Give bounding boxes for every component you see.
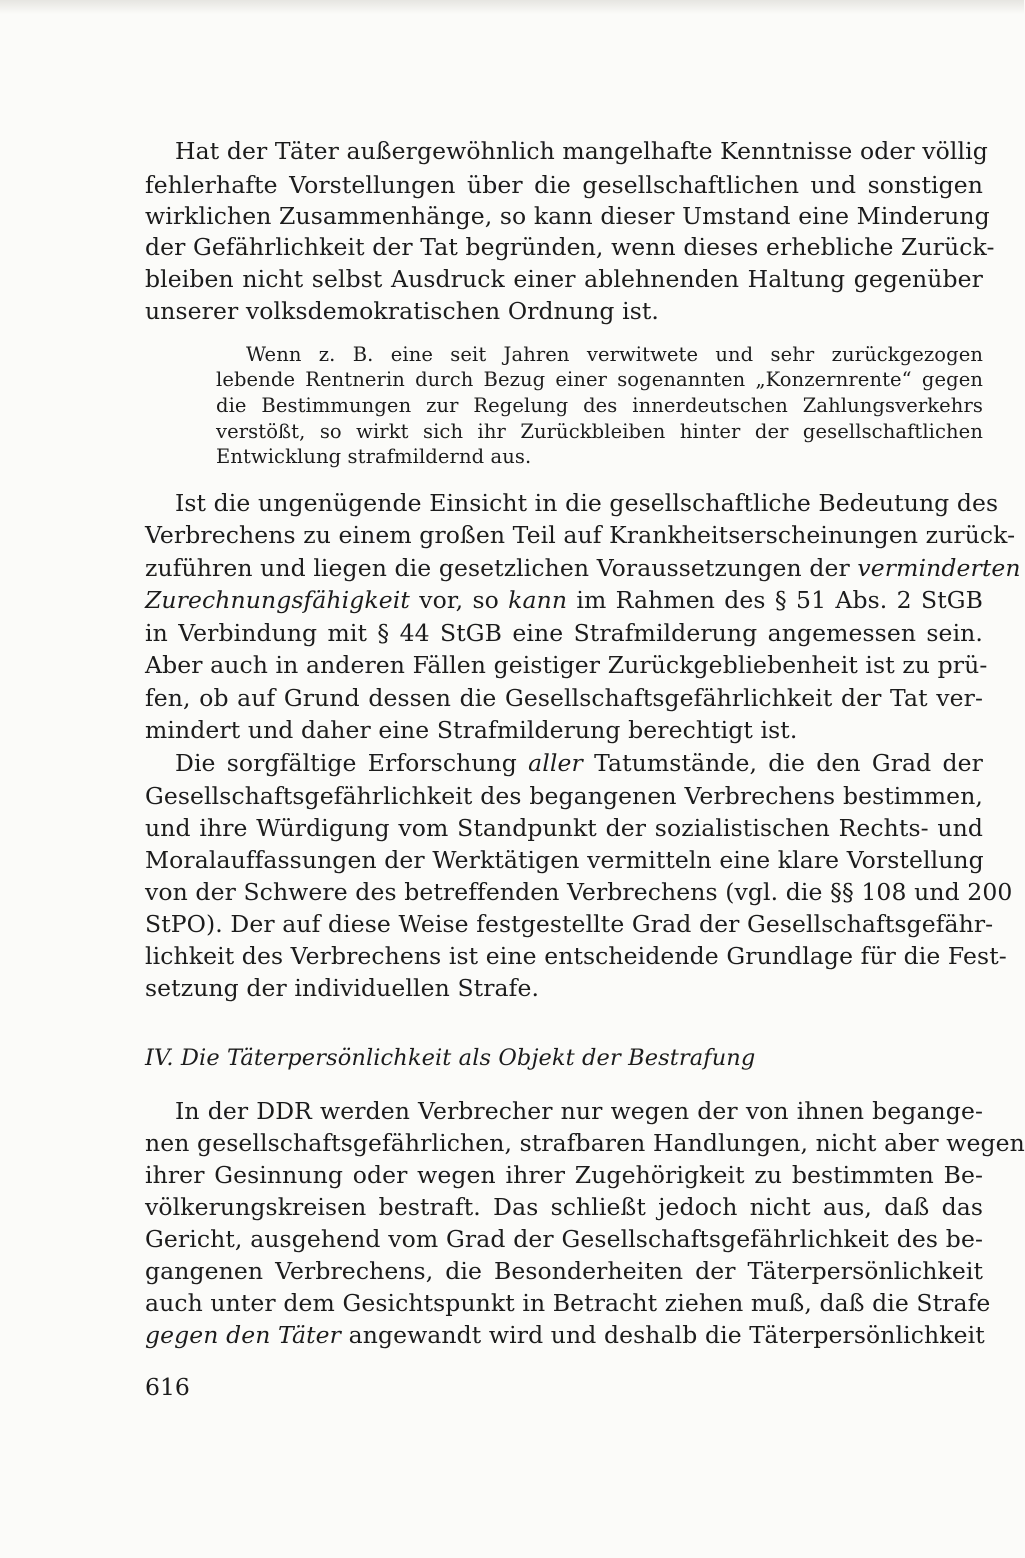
paragraph-2-line: Ist die ungenügende Einsicht in die gesellschaftliche Bedeutung des <box>175 489 999 517</box>
paragraph-1-line: bleiben nicht selbst Ausdruck einer ablehnenden Haltung gegenüber <box>145 265 983 293</box>
emphasis: kann <box>508 586 568 614</box>
paragraph-2-line: Aber auch in anderen Fällen geistiger Zurückgebliebenheit ist zu prü- <box>145 651 988 679</box>
paragraph-1-line: wirklichen Zusammenhänge, so kann dieser Umstand eine Minderung <box>145 202 990 230</box>
paragraph-4-line: ihrer Gesinnung oder wegen ihrer Zugehörigkeit zu bestimmten Be- <box>145 1161 983 1189</box>
paragraph-3-line: Gesellschaftsgefährlichkeit des begangenen Verbrechens bestimmen, <box>145 782 983 810</box>
paragraph-1-line: fehlerhafte Vorstellungen über die gesellschaftlichen und sonstigen <box>145 171 983 199</box>
paragraph-2-line: mindert und daher eine Strafmilderung berechtigt ist. <box>145 716 798 744</box>
paragraph-3-line <box>175 748 983 778</box>
paragraph-2-line: Verbrechens zu einem großen Teil auf Krankheitserscheinungen zurück- <box>145 521 1016 549</box>
paragraph-2-line: fen, ob auf Grund dessen die Gesellschaftsgefährlichkeit der Tat ver- <box>145 684 983 712</box>
paragraph-3-line: von der Schwere des betreffenden Verbrechens (vgl. die §§ 108 und 200 <box>145 878 1013 906</box>
text-run: Die sorgfältige Erforschung <box>175 749 517 777</box>
paragraph-1-line: der Gefährlichkeit der Tat begründen, wenn dieses erhebliche Zurück- <box>145 233 995 261</box>
emphasis: verminderten <box>857 554 1021 582</box>
emphasis: gegen den Täter <box>145 1321 342 1349</box>
emphasis: aller <box>528 749 583 777</box>
paragraph-2-line <box>145 553 1021 583</box>
paragraph-3-line: lichkeit des Verbrechens ist eine entscheidende Grundlage für die Fest- <box>145 942 1007 970</box>
paragraph-1-line: Hat der Täter außergewöhnlich mangelhafte Kenntnisse oder völlig <box>175 137 988 165</box>
example-note-line: lebende Rentnerin durch Bezug einer sogenannten „Konzernrente“ gegen <box>216 368 983 391</box>
paragraph-4-line: auch unter dem Gesichtspunkt in Betracht ziehen muß, daß die Strafe <box>145 1289 991 1317</box>
section-heading: IV. Die Täterpersönlichkeit als Objekt der Bestrafung <box>145 1045 756 1071</box>
paragraph-3-line: setzung der individuellen Strafe. <box>145 974 540 1002</box>
text-run: angewandt wird und deshalb die Täterpersönlichkeit <box>348 1321 985 1349</box>
paragraph-3-line: und ihre Würdigung vom Standpunkt der sozialistischen Rechts- und <box>145 814 983 842</box>
example-note-line: die Bestimmungen zur Regelung des innerdeutschen Zahlungsverkehrs <box>216 394 983 417</box>
paragraph-4-line: gangenen Verbrechens, die Besonderheiten der Täterpersönlichkeit <box>145 1257 983 1285</box>
example-note-line: verstößt, so wirkt sich ihr Zurückbleiben hinter der gesellschaftlichen <box>216 420 983 443</box>
paragraph-4-line <box>145 1320 983 1350</box>
paragraph-1-line: unserer volksdemokratischen Ordnung ist. <box>145 297 659 325</box>
paragraph-3-line: StPO). Der auf diese Weise festgestellte Grad der Gesellschaftsgefähr- <box>145 910 994 938</box>
scan-top-edge <box>0 0 1024 14</box>
paragraph-3-line: Moralauffassungen der Werktätigen vermitteln eine klare Vorstellung <box>145 846 984 874</box>
text-run: Tatumstände, die den Grad der <box>594 749 984 777</box>
page-number: 616 <box>145 1373 190 1401</box>
paragraph-2-line <box>145 585 983 615</box>
example-note-line: Entwicklung strafmildernd aus. <box>216 445 532 468</box>
text-run: vor, so <box>419 586 499 614</box>
text-run: zuführen und liegen die gesetzlichen Voraussetzungen der <box>145 554 850 582</box>
paragraph-4-line: In der DDR werden Verbrecher nur wegen der von ihnen begange- <box>175 1097 983 1125</box>
paragraph-4-line: Gericht, ausgehend vom Grad der Gesellschaftsgefährlichkeit des be- <box>145 1225 983 1253</box>
emphasis: Zurechnungsfähigkeit <box>145 586 410 614</box>
paragraph-4-line: nen gesellschaftsgefährlichen, strafbaren Handlungen, nicht aber wegen <box>145 1129 1025 1157</box>
paragraph-4-line: völkerungskreisen bestraft. Das schließt jedoch nicht aus, daß das <box>145 1193 983 1221</box>
paragraph-2-line: in Verbindung mit § 44 StGB eine Strafmilderung angemessen sein. <box>145 619 983 647</box>
example-note-line: Wenn z. B. eine seit Jahren verwitwete und sehr zurückgezogen <box>246 343 983 366</box>
text-run: im Rahmen des § 51 Abs. 2 StGB <box>576 586 983 614</box>
